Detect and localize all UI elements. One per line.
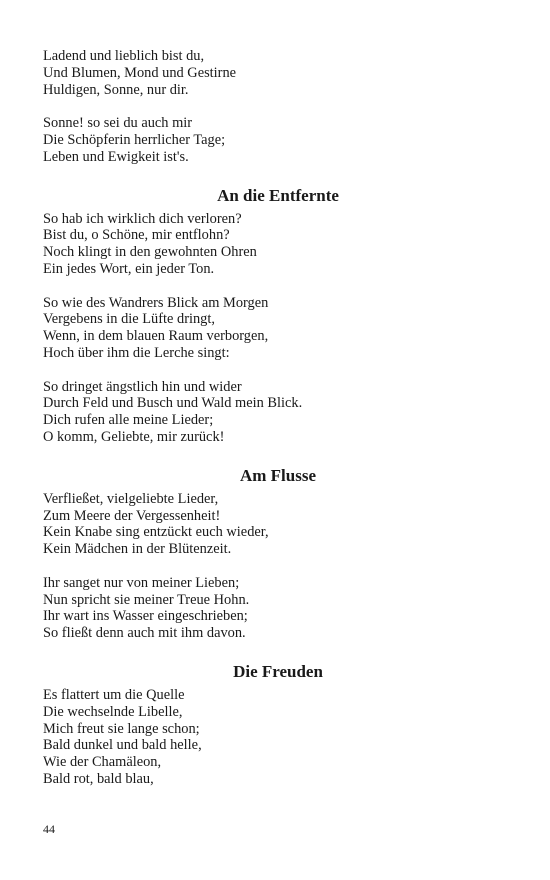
verse-line: Ein jedes Wort, ein jeder Ton. (43, 260, 215, 277)
stanza (43, 115, 513, 165)
verse-line: Mich freut sie lange schon; (43, 720, 200, 737)
verse-line: Noch klingt in den gewohnten Ohren (43, 244, 257, 261)
verse-line: So hab ich wirklich dich verloren? (43, 210, 242, 227)
verse-line: Verfließet, vielgeliebte Lieder, (43, 490, 219, 507)
verse-line: Leben und Ewigkeit ist's. (43, 148, 189, 165)
verse-line: Es flattert um die Quelle (43, 686, 185, 703)
page-content (43, 48, 513, 788)
verse-line: Ihr sanget nur von meiner Lieben; (43, 574, 240, 591)
verse-line: Hoch über ihm die Lerche singt: (43, 344, 230, 361)
verse-line: Kein Knabe sing entzückt euch wieder, (43, 524, 269, 541)
verse-line: So wie des Wandrers Blick am Morgen (43, 294, 269, 311)
verse-line: Durch Feld und Busch und Wald mein Blick. (43, 395, 303, 412)
verse-line: Bist du, o Schöne, mir entflohn? (43, 227, 230, 244)
verse-line: Ihr wart ins Wasser eingeschrieben; (43, 608, 248, 625)
verse-line: Wie der Chamäleon, (43, 754, 162, 771)
stanza (43, 687, 513, 788)
poem-title: Am Flusse (239, 465, 317, 485)
verse-line: Bald dunkel und bald helle, (43, 737, 202, 754)
verse-line: Die Schöpferin herrlicher Tage; (43, 131, 226, 148)
verse-line: Bald rot, bald blau, (43, 770, 154, 787)
stanza (43, 491, 513, 558)
verse-line: Huldigen, Sonne, nur dir. (43, 81, 189, 98)
verse-line: Dich rufen alle meine Lieder; (43, 412, 214, 429)
verse-line: Nun spricht sie meiner Treue Hohn. (43, 591, 250, 608)
verse-line: Vergebens in die Lüfte dringt, (43, 311, 215, 328)
stanza (43, 379, 513, 446)
page-number: 44 (43, 822, 55, 836)
verse-line: Die wechselnde Libelle, (43, 703, 183, 720)
stanza (43, 295, 513, 362)
verse-line: So fließt denn auch mit ihm davon. (43, 625, 246, 642)
poem-title: An die Entfernte (217, 185, 339, 205)
verse-line: Und Blumen, Mond und Gestirne (43, 64, 237, 81)
verse-line: So dringet ängstlich hin und wider (43, 378, 242, 395)
verse-line: O komm, Geliebte, mir zurück! (43, 428, 225, 445)
verse-line: Kein Mädchen in der Blütenzeit. (43, 541, 232, 558)
verse-line: Zum Meere der Vergessenheit! (43, 507, 221, 524)
verse-line: Sonne! so sei du auch mir (43, 115, 193, 132)
stanza (43, 48, 513, 98)
stanza (43, 211, 513, 278)
stanza (43, 575, 513, 642)
verse-line: Ladend und lieblich bist du, (43, 48, 205, 64)
verse-line: Wenn, in dem blauen Raum verborgen, (43, 328, 269, 345)
poem-title: Die Freuden (233, 661, 323, 681)
